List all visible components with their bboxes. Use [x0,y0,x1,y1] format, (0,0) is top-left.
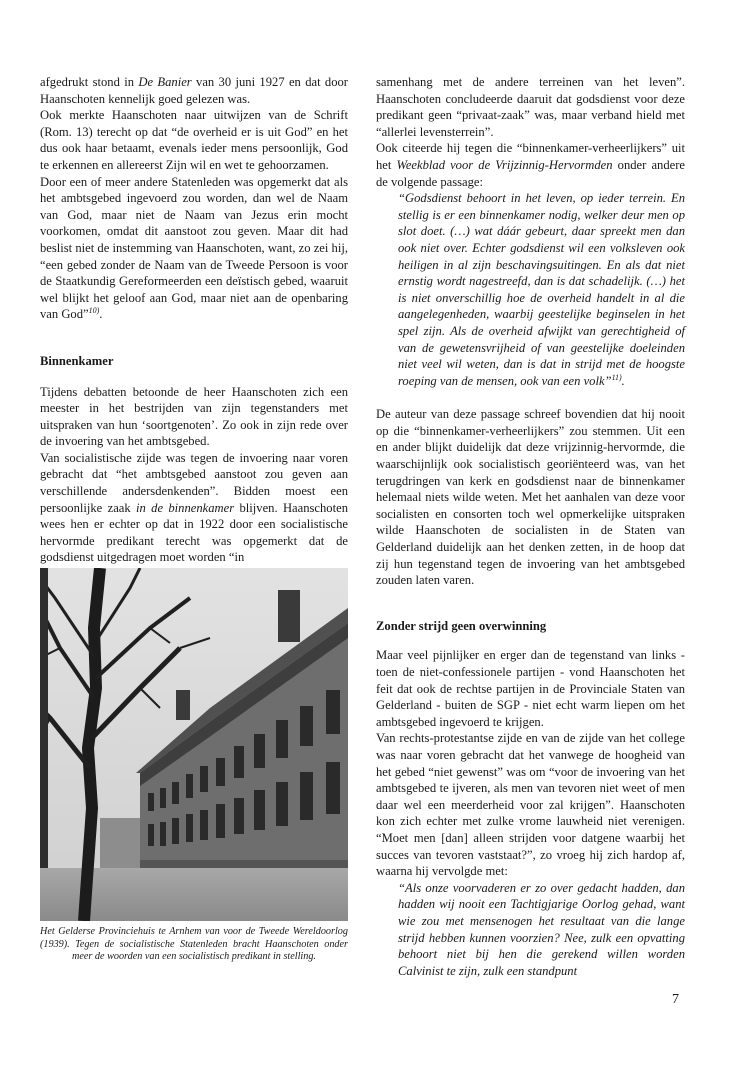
provinciehuis-illustration [40,568,348,921]
block-quote: “Godsdienst behoort in het leven, op ieder terrein. En stellig is er een binnenkamer nodig, welker deur men op slot doet. (…) wat dáár gebeurt, daar spreekt men dan ook niet over. Echter godsdienst wil een volksleven ook heiligen in al zijn beschavingsuitingen. En als dat niet ernstig wordt nagestreefd, dan is dat schadelijk. (…) het is niet onverschillig hoe de overheid handelt in al die aangelegenheden, waarbij geestelijke beginselen in het spel zijn. Als de overheid afwijkt van gerechtigheid of van de gewetensvrijheid of van geestelijke doeleinden niet veel wil weten, dan is dat in strijd met de hoogste roeping van de mensen, ook van een volk”$^{11)}$. [398,191,685,388]
paragraph: De auteur van deze passage schreef bovendien dat hij nooit op die “binnenkamer-verheerlijkers” zou stemmen. Uit een en ander blijkt duidelijk dat deze vrijzinnig-hervormde, die waarschijnlijk ook socialistisch georiënteerd was, van het terugdringen van kerk en godsdienst naar de binnenkamer helemaal niets wilde weten. Met het aanhalen van deze voor socialisten en consorten toch wel opmerkelijke uitspraken wilde Haanschoten de socialisten in de Staten van Gelderland duidelijk aan het denken zetten, in de hoop dat zij hun tegenstand tegen de invoering van het ambtsgebed zouden laten varen. [376,407,685,588]
building-photo [40,568,348,921]
paragraph: Ook merkte Haanschoten naar uitwijzen van de Schrift (Rom. 13) terecht op dat “de overheid er is uit God” en het dus ook haar betaamt, evenals ieder mens persoonlijk, God te erkennen en allereerst Zijn wil en wet te gehoorzamen. [40,108,348,172]
paragraph: Ook citeerde hij tegen die “binnenkamer-verheerlijkers” uit het Weekblad voor de Vrijzinnig-Hervormden onder andere de volgende passage: [376,141,685,189]
paragraph: Tijdens debatten betoonde de heer Haanschoten zich een meester in het bestrijden van zijn tegenstanders met uitspraken van hun ‘soortgenoten’. Zo ook in zijn rede over de invoering van het ambtsgebed. [40,384,348,449]
paragraph: afgedrukt stond in De Banier van 30 juni 1927 en dat door Haanschoten kennelijk goed gelezen was. [40,75,349,106]
paragraph: Van socialistische zijde was tegen de invoering naar voren gebracht dat “het ambtsgebed aanstoot zou geven aan verschillende andersdenkenden”. Bidden moest een persoonlijke zaak in de binnenkamer blijven. Haanschoten wees hen er echter op dat in 1922 door een socialistische hervormde predikant terecht was opgemerkt dat de godsdienst uitgedragen moet worden “in [40,450,348,565]
paragraph: samenhang met de andere terreinen van het leven”. Haanschoten concludeerde daaruit dat godsdienst voor deze predikant geen “privaat-zaak” was, maar verband hield met “allerlei levensterrein”. [376,75,685,139]
section-heading-zonder-strijd: Zonder strijd geen overwinning [376,618,547,633]
paragraph: Van rechts-protestantse zijde en van de zijde van het college was naar voren gebracht dat het vanwege de hoogheid van het gebed “niet gewenst” was om “voor de invoering van het ambtsgebed te ijveren, als men van tevoren niet weet of men daar wel een meerderheid voor zal krijgen”. Haanschoten kon zich echter met zulke vrome lauwheid niet verenigen. “Moet men [dan] alleen strijden voor datgene waarbij het succes van tevoren vaststaat?”, zo vroeg hij zich hardop af, waarna hij vervolgde met: [376,731,685,879]
page-number: 7 [672,992,679,1007]
paragraph: Door een of meer andere Statenleden was opgemerkt dat als het ambtsgebed ingevoerd zou worden, dan wel de Naam van God, maar niet de Naam van Jezus erin mocht voorkomen, omdat dit aanstoot zou geven. Maar dit had beslist niet de instemming van Haanschoten, want, zo zei hij, “een gebed zonder de Naam van de Tweede Persoon is voor de Staatkundig Gereformeerden een deïstisch gebed, waaruit wel blijkt het geloof aan God, maar niet aan de openbaring van God”$^{10)}$. [40,174,348,322]
photo-caption: Het Gelderse Provinciehuis te Arnhem van voor de Tweede Wereldoorlog (1939). Tegen de socialistische Statenleden bracht Haanschoten onder meer de woorden van een socialistisch predikant in stelling. [40,926,348,963]
section-heading-binnenkamer: Binnenkamer [40,353,114,368]
right-column [376,74,685,979]
block-quote: “Als onze voorvaderen er zo over gedacht hadden, dan hadden wij nooit een Tachtigjarige Oorlog gehad, want wie zou met mensenogen het resultaat van die lange strijd hebben kunnen voorzien? Nee, zulk een opvatting behoort niet bij hen die gerekend willen worden Calvinist te zijn, zulk een standpunt [398,880,685,978]
paragraph: Maar veel pijnlijker en erger dan de tegenstand van links - toen de niet-confessionele partijen - vond Haanschoten het feit dat ook de rechtse partijen in de Provinciale Staten van Gelderland - buiten de SGP - niet echt warm liepen om het ambtsgebed ingevoerd te krijgen. [376,648,685,729]
left-column [40,74,348,566]
